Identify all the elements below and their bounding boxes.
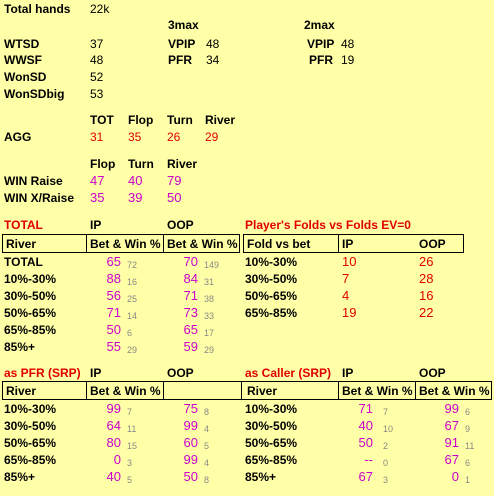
caller-row-label: 65%-85% bbox=[245, 453, 298, 467]
pfr-row-label: 10%-30% bbox=[4, 402, 57, 416]
total-row-ip-count: 16 bbox=[127, 277, 138, 287]
pfr-header-divider bbox=[86, 381, 87, 400]
caller-row-oop-value: 0 bbox=[451, 469, 459, 484]
folds-header-fold: Fold vs bet bbox=[247, 237, 311, 251]
total-row-label: 85%+ bbox=[4, 340, 36, 354]
total-row-oop-value: 70 bbox=[183, 254, 198, 269]
pfr-row-oop-count: 4 bbox=[204, 458, 210, 468]
total-row-oop-count: 17 bbox=[204, 328, 215, 338]
caller-row-oop-count: 11 bbox=[465, 441, 475, 451]
caller-row-ip-count: 7 bbox=[383, 407, 389, 417]
total-row-ip-value: 55 bbox=[106, 339, 121, 354]
caller-row-ip-count: 3 bbox=[383, 475, 389, 485]
folds-row-ip-value: 4 bbox=[342, 288, 350, 303]
pfr-row-ip-value: 64 bbox=[106, 418, 121, 433]
win-xraise-turn: 39 bbox=[128, 190, 143, 205]
pfr-header-divider bbox=[241, 381, 242, 400]
total-row-ip-value: 65 bbox=[106, 254, 121, 269]
total-ip-header: IP bbox=[90, 218, 102, 232]
win-header-turn: Turn bbox=[128, 157, 154, 171]
pfr-row-label: 65%-85% bbox=[4, 453, 57, 467]
pfr-row-oop-value: 60 bbox=[183, 435, 198, 450]
total-row-ip-count: 6 bbox=[127, 328, 133, 338]
caller-row-oop-value: 91 bbox=[444, 435, 459, 450]
pfr-header-river: River bbox=[6, 384, 37, 398]
vpip-2max-label: VPIP bbox=[307, 37, 335, 51]
caller-row-oop-value: 99 bbox=[444, 401, 459, 416]
wwsf-label: WWSF bbox=[4, 53, 42, 67]
agg-flop-value: 35 bbox=[128, 130, 142, 144]
caller-row-ip-value: 50 bbox=[358, 435, 373, 450]
folds-row-label: 30%-50% bbox=[245, 272, 298, 286]
pfr-row-ip-value: 80 bbox=[106, 435, 121, 450]
vpip-2max-value: 48 bbox=[341, 37, 355, 51]
caller-header-divider bbox=[338, 381, 339, 400]
agg-header-flop: Flop bbox=[128, 113, 154, 127]
total-row-label: TOTAL bbox=[4, 255, 43, 269]
folds-row-oop-value: 22 bbox=[419, 305, 434, 320]
total-row-ip-count: 25 bbox=[127, 294, 138, 304]
total-row-ip-count: 29 bbox=[127, 345, 138, 355]
agg-turn-value: 26 bbox=[167, 130, 181, 144]
caller-row-oop-value: 67 bbox=[444, 418, 459, 433]
total-row-label: 50%-65% bbox=[4, 306, 57, 320]
total-row-ip-value: 56 bbox=[106, 288, 121, 303]
folds-row-oop-value: 28 bbox=[419, 271, 434, 286]
total-row-ip-value: 50 bbox=[106, 322, 121, 337]
caller-row-ip-value: 40 bbox=[358, 418, 373, 433]
caller-ip-header: IP bbox=[342, 366, 354, 380]
caller-section-title: as Caller (SRP) bbox=[245, 366, 332, 380]
wwsf-value: 48 bbox=[90, 53, 104, 67]
folds-row-oop-value: 26 bbox=[419, 254, 434, 269]
win-header-river: River bbox=[167, 157, 198, 171]
folds-row-label: 65%-85% bbox=[245, 306, 298, 320]
total-row-oop-count: 38 bbox=[204, 294, 215, 304]
win-xraise-river: 50 bbox=[167, 190, 182, 205]
pfr-header-divider bbox=[163, 381, 164, 400]
pfr-section-title: as PFR (SRP) bbox=[4, 366, 81, 380]
total-section-title: TOTAL bbox=[4, 218, 43, 232]
caller-row-label: 30%-50% bbox=[245, 419, 298, 433]
caller-row-label: 10%-30% bbox=[245, 402, 298, 416]
total-row-oop-value: 84 bbox=[183, 271, 198, 286]
pfr-row-ip-count: 11 bbox=[127, 424, 137, 434]
pfr-row-oop-count: 5 bbox=[204, 441, 210, 451]
caller-header-ip: Bet & Win % bbox=[342, 384, 413, 398]
pfr-row-oop-value: 75 bbox=[183, 401, 198, 416]
pfr-row-oop-value: 50 bbox=[183, 469, 198, 484]
folds-row-label: 10%-30% bbox=[245, 255, 298, 269]
folds-row-ip-value: 7 bbox=[342, 271, 350, 286]
pfr-2max-value: 19 bbox=[341, 53, 355, 67]
total-row-ip-value: 71 bbox=[106, 305, 121, 320]
pfr-row-oop-count: 8 bbox=[204, 475, 210, 485]
pfr-row-ip-count: 7 bbox=[127, 407, 133, 417]
caller-row-label: 85%+ bbox=[245, 470, 277, 484]
agg-header-tot: TOT bbox=[90, 113, 114, 127]
folds-row-ip-value: 10 bbox=[342, 254, 357, 269]
pfr-row-oop-count: 4 bbox=[204, 424, 210, 434]
total-row-oop-count: 29 bbox=[204, 345, 215, 355]
agg-river-value: 29 bbox=[205, 130, 219, 144]
agg-tot-value: 31 bbox=[90, 130, 104, 144]
pfr-row-oop-value: 99 bbox=[183, 418, 198, 433]
pfr-2max-label: PFR bbox=[309, 53, 333, 67]
win-raise-label: WIN Raise bbox=[4, 174, 63, 188]
folds-row-oop-value: 16 bbox=[419, 288, 434, 303]
wonsd-value: 52 bbox=[90, 70, 104, 84]
pfr-row-ip-count: 15 bbox=[127, 441, 138, 451]
win-header-flop: Flop bbox=[90, 157, 116, 171]
vpip-3max-label: VPIP bbox=[168, 37, 196, 51]
total-row-oop-count: 149 bbox=[204, 260, 220, 270]
total-hands-label: Total hands bbox=[4, 2, 71, 16]
pfr-row-label: 30%-50% bbox=[4, 419, 57, 433]
caller-oop-header: OOP bbox=[419, 366, 446, 380]
total-row-label: 30%-50% bbox=[4, 289, 57, 303]
total-row-oop-count: 31 bbox=[204, 277, 215, 287]
pfr-3max-value: 34 bbox=[206, 53, 220, 67]
pfr-row-ip-value: 0 bbox=[113, 452, 121, 467]
total-row-ip-count: 72 bbox=[127, 260, 138, 270]
total-row-ip-value: 88 bbox=[106, 271, 121, 286]
total-row-oop-value: 73 bbox=[183, 305, 198, 320]
caller-row-ip-value: 71 bbox=[358, 401, 373, 416]
total-header-ip: Bet & Win % bbox=[90, 237, 161, 251]
pfr-row-ip-value: 99 bbox=[106, 401, 121, 416]
folds-row-ip-value: 19 bbox=[342, 305, 357, 320]
total-header-river: River bbox=[6, 237, 37, 251]
caller-header-river: River bbox=[247, 384, 278, 398]
col-3max-header: 3max bbox=[168, 18, 199, 32]
agg-header-river: River bbox=[205, 113, 236, 127]
caller-row-ip-value: -- bbox=[364, 452, 373, 467]
total-row-label: 10%-30% bbox=[4, 272, 57, 286]
caller-row-label: 50%-65% bbox=[245, 436, 298, 450]
win-raise-turn: 40 bbox=[128, 173, 143, 188]
wonsd-label: WonSD bbox=[4, 70, 47, 84]
pfr-row-ip-count: 3 bbox=[127, 458, 133, 468]
win-raise-flop: 47 bbox=[90, 173, 105, 188]
pfr-row-label: 85%+ bbox=[4, 470, 36, 484]
total-row-label: 65%-85% bbox=[4, 323, 57, 337]
col-2max-header: 2max bbox=[304, 18, 335, 32]
caller-row-oop-count: 6 bbox=[465, 407, 471, 417]
pfr-ip-header: IP bbox=[90, 366, 102, 380]
pfr-row-oop-value: 99 bbox=[183, 452, 198, 467]
caller-row-oop-count: 9 bbox=[465, 424, 471, 434]
agg-label: AGG bbox=[4, 130, 32, 144]
caller-row-oop-count: 1 bbox=[465, 475, 471, 485]
pfr-3max-label: PFR bbox=[168, 53, 192, 67]
total-hands-value: 22k bbox=[90, 2, 110, 16]
total-header-divider bbox=[86, 234, 87, 253]
pfr-oop-header: OOP bbox=[167, 366, 194, 380]
total-header-oop: Bet & Win % bbox=[167, 237, 238, 251]
total-row-oop-value: 71 bbox=[183, 288, 198, 303]
total-row-oop-value: 65 bbox=[183, 322, 198, 337]
folds-section-title: Player's Folds vs Folds EV=0 bbox=[245, 218, 411, 232]
caller-row-oop-count: 6 bbox=[465, 458, 471, 468]
wtsd-label: WTSD bbox=[4, 37, 40, 51]
agg-header-turn: Turn bbox=[167, 113, 193, 127]
win-xraise-flop: 35 bbox=[90, 190, 105, 205]
wonsdbig-value: 53 bbox=[90, 87, 104, 101]
caller-header-oop: Bet & Win % bbox=[419, 384, 490, 398]
folds-row-label: 50%-65% bbox=[245, 289, 298, 303]
pfr-row-ip-value: 40 bbox=[106, 469, 121, 484]
total-row-oop-count: 33 bbox=[204, 311, 215, 321]
folds-header-oop: OOP bbox=[419, 237, 446, 251]
total-row-oop-value: 59 bbox=[183, 339, 198, 354]
total-row-ip-count: 14 bbox=[127, 311, 138, 321]
caller-row-ip-value: 67 bbox=[358, 469, 373, 484]
pfr-row-oop-count: 8 bbox=[204, 407, 210, 417]
caller-row-ip-count: 10 bbox=[383, 424, 394, 434]
caller-header-divider bbox=[415, 381, 416, 400]
pfr-header-ip: Bet & Win % bbox=[90, 384, 161, 398]
folds-header-divider bbox=[338, 234, 339, 253]
caller-row-oop-value: 67 bbox=[444, 452, 459, 467]
wonsdbig-label: WonSDbig bbox=[4, 87, 65, 101]
folds-header-ip: IP bbox=[342, 237, 354, 251]
win-xraise-label: WIN X/Raise bbox=[4, 191, 75, 205]
caller-row-ip-count: 0 bbox=[383, 458, 389, 468]
total-header-divider bbox=[163, 234, 164, 253]
pfr-row-ip-count: 5 bbox=[127, 475, 133, 485]
wtsd-value: 37 bbox=[90, 37, 104, 51]
pfr-row-label: 50%-65% bbox=[4, 436, 57, 450]
caller-row-ip-count: 2 bbox=[383, 441, 389, 451]
win-raise-river: 79 bbox=[167, 173, 182, 188]
vpip-3max-value: 48 bbox=[206, 37, 220, 51]
total-oop-header: OOP bbox=[167, 218, 194, 232]
